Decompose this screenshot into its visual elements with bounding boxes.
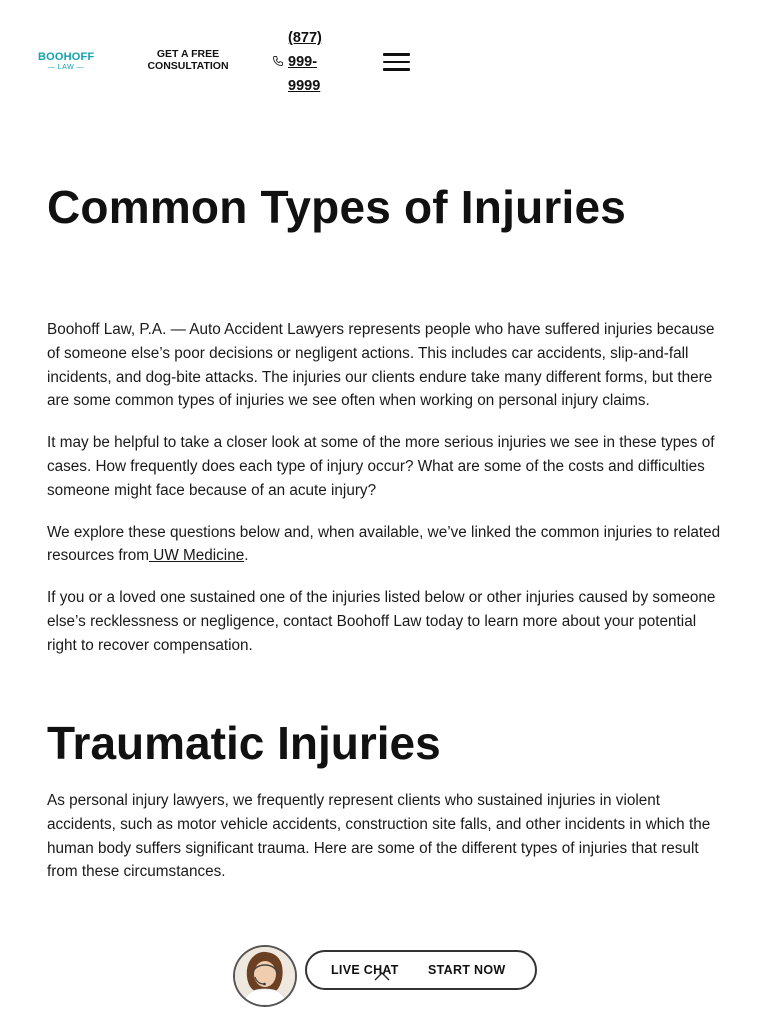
- hamburger-menu-icon[interactable]: [383, 53, 410, 71]
- phone-number-link[interactable]: [288, 26, 338, 98]
- chat-agent-avatar[interactable]: [233, 945, 297, 1007]
- menu-bar: [383, 68, 410, 71]
- intro-paragraph-3-end: .: [244, 547, 249, 565]
- phone-icon: [272, 55, 284, 67]
- agent-portrait-icon: [235, 947, 295, 1005]
- traumatic-injuries-paragraph: As personal injury lawyers, we frequently represent clients who sustained injuries in violent accidents, such as motor vehicle accidents, construction site falls, and other incidents in which the human body suffers significant trauma. Here are some of the different types of injuries that result from these circumstances.: [47, 792, 711, 881]
- phone-line-3: 9999: [288, 78, 321, 94]
- intro-paragraph-1: Boohoff Law, P.A. — Auto Accident Lawyers represents people who have suffered injuries because of someone else’s poor decisions or negligent actions. This includes car accidents, slip-and-fall incidents, and dog-bite attacks. The injuries our clients endure take many different forms, but there are some common types of injuries we see often when working on personal injury claims.: [47, 321, 715, 410]
- uw-medicine-link[interactable]: UW Medicine: [149, 547, 245, 565]
- section-title-traumatic-injuries: Traumatic Injuries: [47, 717, 441, 769]
- chevron-up-icon[interactable]: [372, 970, 392, 982]
- boohoff-law-logo[interactable]: [38, 52, 94, 71]
- intro-paragraph-4: If you or a loved one sustained one of the injuries listed below or other injuries caused by someone else’s recklessness or negligence, contact Boohoff Law today to learn more about your potential right to recover compensation.: [47, 589, 716, 654]
- intro-content: [47, 318, 723, 676]
- free-consultation-link[interactable]: [138, 48, 238, 72]
- site-header: [0, 0, 768, 120]
- chat-widget-bar: [305, 950, 537, 990]
- phone-line-2: 999-: [288, 54, 318, 70]
- phone-line-1: (877): [288, 30, 322, 46]
- start-now-button[interactable]: START NOW: [428, 963, 506, 977]
- menu-bar: [383, 53, 410, 56]
- traumatic-injuries-content: [47, 789, 723, 884]
- logo-wordmark: BOOHOFF: [38, 51, 95, 63]
- live-chat-button[interactable]: LIVE CHAT: [331, 963, 399, 977]
- page-title: Common Types of Injuries: [47, 181, 627, 233]
- consult-line-1: GET A FREE: [156, 48, 220, 60]
- intro-paragraph-2: It may be helpful to take a closer look at some of the more serious injuries we see in these types of cases. How frequently does each type of injury occur? What are some of the costs and difficulties someone might face because of an acute injury?: [47, 434, 715, 499]
- consult-line-2: CONSULTATION: [147, 60, 229, 72]
- intro-paragraph-3-text: We explore these questions below and, when available, we’ve linked the common injuries to related resources from: [47, 523, 721, 565]
- menu-bar: [383, 61, 410, 64]
- logo-subtitle: — LAW —: [47, 64, 85, 71]
- intro-paragraph-3: [47, 521, 723, 569]
